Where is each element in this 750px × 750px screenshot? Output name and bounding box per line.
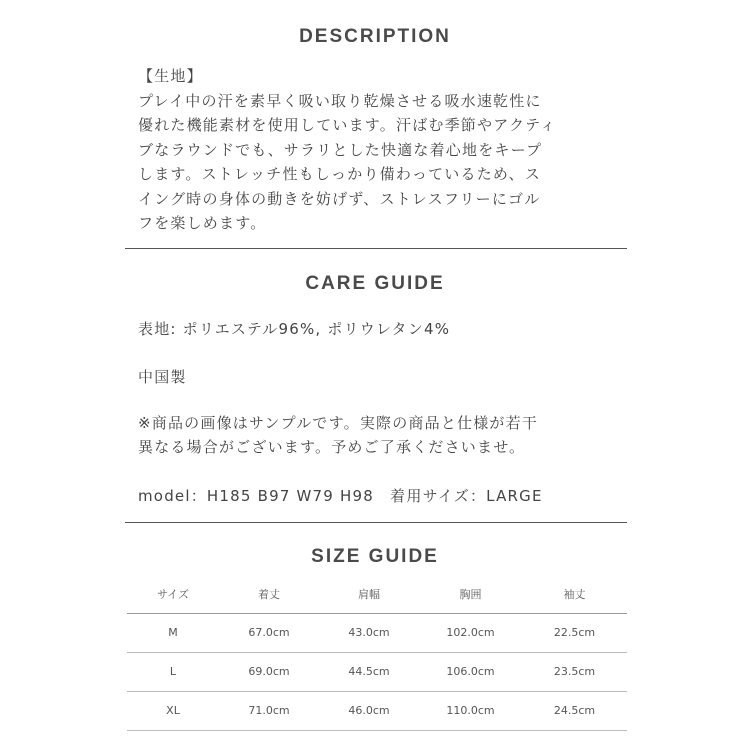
description-line: します。ストレッチ性もしっかり備わっているため、ス: [138, 165, 541, 183]
description-text: [138, 64, 618, 236]
size-header-cell: サイズ: [156, 588, 190, 602]
size-header-cell: 袖丈: [563, 588, 586, 602]
description-line: イング時の身体の動きを妨げず、ストレスフリーにゴル: [138, 189, 541, 208]
size-cell: 69.0cm: [248, 665, 290, 678]
size-cell: 23.5cm: [553, 665, 596, 678]
size-cell: 44.5cm: [348, 665, 390, 678]
size-table-header-row: [127, 576, 627, 613]
size-cell: 67.0cm: [248, 626, 290, 639]
size-cell: 43.0cm: [348, 626, 390, 639]
description-title: DESCRIPTION: [299, 26, 451, 47]
size-cell: XL: [166, 704, 180, 717]
size-cell: 22.5cm: [553, 626, 596, 639]
sample-note-line: 異なる場合がございます。予めご了承くださいませ。: [138, 438, 526, 456]
description-line: プレイ中の汗を素早く吸い取り乾燥させる吸水速乾性に: [138, 91, 542, 110]
description-line: 優れた機能素材を使用しています。汗ばむ季節やアクティ: [138, 116, 557, 134]
size-cell: 46.0cm: [348, 704, 390, 717]
model-info-text: model：H185 B97 W79 H98 着用サイズ：LARGE: [138, 487, 543, 505]
size-cell: 24.5cm: [553, 704, 596, 717]
table-row: [127, 652, 627, 691]
size-cell: 110.0cm: [446, 704, 495, 717]
size-header-cell: 着丈: [258, 588, 280, 602]
description-line: 【生地】: [138, 67, 203, 85]
size-cell: 106.0cm: [446, 665, 495, 678]
sample-note-line: ※商品の画像はサンプルです。実際の商品と仕様が若干: [138, 414, 539, 432]
divider: [125, 522, 627, 523]
description-line: ブなラウンドでも、サラリとした快適な着心地をキープ: [138, 140, 543, 159]
size-cell: L: [169, 665, 177, 678]
size-guide-title: SIZE GUIDE: [311, 546, 439, 567]
size-cell: M: [168, 626, 178, 639]
size-cell: 102.0cm: [446, 626, 495, 639]
material-text: 表地: ポリエステル96%, ポリウレタン4%: [138, 320, 451, 338]
divider: [125, 248, 627, 249]
size-table: [127, 576, 627, 731]
size-header-cell: 肩幅: [358, 588, 380, 602]
table-row: [127, 691, 627, 730]
table-row: [127, 613, 627, 652]
size-cell: 71.0cm: [248, 704, 290, 717]
origin-text: 中国製: [138, 368, 187, 386]
care-guide-title: CARE GUIDE: [305, 273, 445, 294]
description-line: フを楽しめます。: [138, 214, 267, 232]
size-header-cell: 胸囲: [459, 588, 482, 602]
